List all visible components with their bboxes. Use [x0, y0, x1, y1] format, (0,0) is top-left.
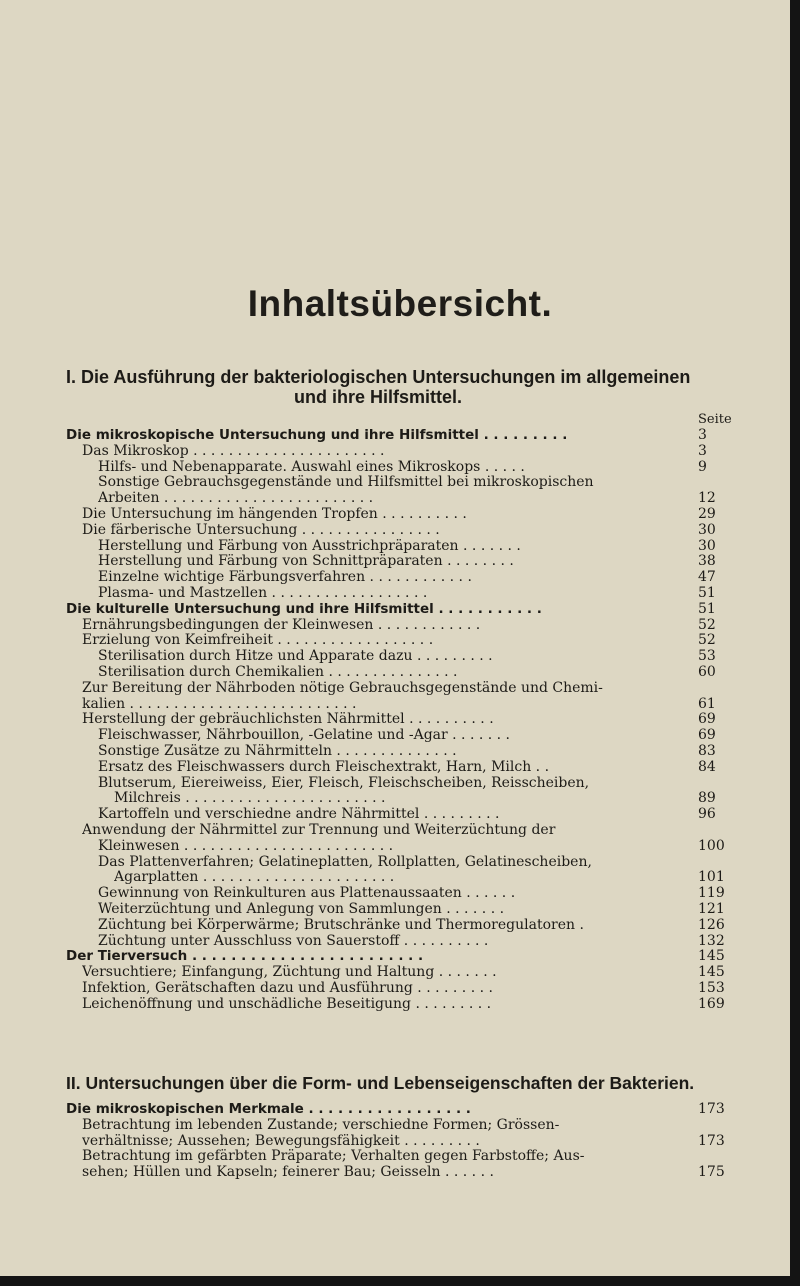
- toc-entry-page: 9: [698, 458, 707, 475]
- toc-entry: [66, 855, 728, 871]
- toc-entry-title: Milchreis . . . . . . . . . . . . . . . . . . . . . . .: [114, 791, 386, 807]
- toc-entry: [66, 997, 728, 1013]
- toc-entry: [66, 1118, 728, 1134]
- toc-entry-title: Herstellung und Färbung von Schnittpräparaten . . . . . . . .: [98, 554, 514, 570]
- toc-entry-title: Versuchtiere; Einfangung, Züchtung und Haltung . . . . . . .: [82, 965, 497, 981]
- toc-entry-title: Die kulturelle Untersuchung und ihre Hilfsmittel . . . . . . . . . . .: [66, 601, 542, 617]
- toc-entry-page: 121: [698, 900, 725, 917]
- toc-entry-title: Ernährungsbedingungen der Kleinwesen . . . . . . . . . . . .: [82, 617, 481, 633]
- toc-entry-page: 30: [698, 537, 716, 554]
- toc-entry: [66, 649, 728, 665]
- toc-entry: [66, 1102, 728, 1118]
- page-column-label: Seite: [698, 412, 732, 427]
- toc-entry-title: Betrachtung im gefärbten Präparate; Verhalten gegen Farbstoffe; Aus-: [82, 1149, 585, 1165]
- toc-entry: [66, 444, 728, 460]
- toc-entry: [66, 618, 728, 634]
- toc-entry: [66, 791, 728, 807]
- part-1-heading: [66, 367, 726, 407]
- toc-entry: [66, 570, 728, 586]
- toc-entry: [66, 728, 728, 744]
- toc-entry: [66, 823, 728, 839]
- toc-entry-page: 38: [698, 553, 716, 570]
- toc-entry: [66, 902, 728, 918]
- toc-entry-title: Fleischwasser, Nährbouillon, -Gelatine und -Agar . . . . . . .: [98, 728, 510, 744]
- toc-entry-page: 89: [698, 790, 716, 807]
- toc-entry-page: 69: [698, 711, 716, 728]
- toc-entry-title: Sonstige Gebrauchsgegenstände und Hilfsmittel bei mikroskopischen: [98, 475, 594, 491]
- toc-entry: [66, 918, 728, 934]
- toc-entry-page: 61: [698, 695, 716, 712]
- toc-entry: [66, 665, 728, 681]
- toc-entry: [66, 760, 728, 776]
- toc-entry: [66, 839, 728, 855]
- toc-entry: [66, 1149, 728, 1165]
- toc-entry: [66, 870, 728, 886]
- page-title: Inhaltsübersicht.: [247, 283, 553, 324]
- toc-entry-page: 96: [698, 806, 716, 823]
- toc-entry: [66, 602, 728, 618]
- toc-entry: [66, 934, 728, 950]
- toc-entry-title: Leichenöffnung und unschädliche Beseitigung . . . . . . . . .: [82, 996, 492, 1012]
- toc-entry-page: 100: [698, 837, 725, 854]
- toc-entry-page: 101: [698, 869, 725, 886]
- toc-entry-title: Arbeiten . . . . . . . . . . . . . . . . . . . . . . . .: [98, 491, 374, 507]
- toc-entry: [66, 681, 728, 697]
- toc-entry: [66, 554, 728, 570]
- toc-entry: [66, 776, 728, 792]
- toc-entry-title: Einzelne wichtige Färbungsverfahren . . . . . . . . . . . .: [98, 570, 472, 586]
- toc-entry-title: Plasma- und Mastzellen . . . . . . . . . . . . . . . . . .: [98, 585, 428, 601]
- toc-entry: [66, 981, 728, 997]
- toc-entry-title: Sonstige Zusätze zu Nährmitteln . . . . . . . . . . . . . .: [98, 743, 457, 759]
- toc-entry: [66, 523, 728, 539]
- part-1-heading-line1: I. Die Ausführung der bakteriologischen Untersuchungen im allgemeinen: [66, 367, 691, 387]
- toc-entry: [66, 428, 728, 444]
- toc-entry-page: 3: [698, 442, 707, 459]
- toc-entry: [66, 886, 728, 902]
- toc-part-1: [66, 428, 728, 1012]
- toc-entry: [66, 475, 728, 491]
- toc-entry-title: Züchtung unter Ausschluss von Sauerstoff . . . . . . . . . .: [98, 933, 489, 949]
- toc-entry-title: Sterilisation durch Chemikalien . . . . . . . . . . . . . . .: [98, 664, 458, 680]
- toc-entry: [66, 712, 728, 728]
- toc-entry-title: Die mikroskopischen Merkmale . . . . . . . . . . . . . . . . .: [66, 1102, 471, 1117]
- toc-entry: [66, 460, 728, 476]
- toc-entry-page: 84: [698, 758, 716, 775]
- toc-entry-page: 132: [698, 932, 725, 949]
- toc-entry-title: Kleinwesen . . . . . . . . . . . . . . . . . . . . . . . .: [98, 838, 394, 854]
- toc-entry-title: Die mikroskopische Untersuchung und ihre Hilfsmittel . . . . . . . . .: [66, 428, 568, 443]
- toc-entry-page: 69: [698, 727, 716, 744]
- toc-entry-title: Anwendung der Nährmittel zur Trennung und Weiterzüchtung der: [82, 822, 556, 838]
- toc-entry-title: Die Untersuchung im hängenden Tropfen . . . . . . . . . .: [82, 506, 467, 522]
- toc-entry-title: kalien . . . . . . . . . . . . . . . . . . . . . . . . . .: [82, 696, 357, 712]
- toc-entry-page: 145: [698, 964, 725, 981]
- toc-entry: [66, 586, 728, 602]
- toc-entry-title: Züchtung bei Körperwärme; Brutschränke und Thermoregulatoren .: [98, 917, 584, 933]
- toc-entry-title: Herstellung der gebräuchlichsten Nährmittel . . . . . . . . . .: [82, 712, 494, 728]
- toc-entry: [66, 697, 728, 713]
- toc-entry: [66, 507, 728, 523]
- toc-entry-page: 83: [698, 742, 716, 759]
- toc-entry-title: Betrachtung im lebenden Zustande; verschiedne Formen; Grössen-: [82, 1117, 560, 1133]
- toc-entry-title: Das Mikroskop . . . . . . . . . . . . . . . . . . . . . .: [82, 443, 385, 459]
- toc-entry-page: 126: [698, 916, 725, 933]
- toc-entry-page: 173: [698, 1132, 725, 1149]
- toc-entry-title: Kartoffeln und verschiedne andre Nährmittel . . . . . . . . .: [98, 807, 500, 823]
- toc-entry-page: 30: [698, 521, 716, 538]
- toc-entry-page: 12: [698, 490, 716, 507]
- toc-entry: [66, 1134, 728, 1150]
- toc-entry-page: 119: [698, 885, 725, 902]
- toc-entry-title: Erzielung von Keimfreiheit . . . . . . . . . . . . . . . . . .: [82, 633, 434, 649]
- toc-entry-page: 3: [698, 427, 707, 443]
- toc-entry: [66, 965, 728, 981]
- toc-entry: [66, 807, 728, 823]
- toc-entry: [66, 539, 728, 555]
- toc-entry: [66, 949, 728, 965]
- toc-part-2: [66, 1102, 728, 1181]
- toc-entry-page: 60: [698, 663, 716, 680]
- toc-entry-title: sehen; Hüllen und Kapseln; feinerer Bau; Geisseln . . . . . .: [82, 1165, 494, 1181]
- toc-entry-page: 169: [698, 995, 725, 1012]
- toc-entry: [66, 1165, 728, 1181]
- part-1-heading-line2: und ihre Hilfsmittel.: [293, 387, 462, 407]
- toc-entry-page: 175: [698, 1164, 725, 1181]
- toc-entry-page: 52: [698, 632, 716, 649]
- toc-entry-title: Infektion, Gerätschaften dazu und Ausführung . . . . . . . . .: [82, 980, 493, 996]
- toc-entry-title: Das Plattenverfahren; Gelatineplatten, Rollplatten, Gelatinescheiben,: [98, 854, 592, 870]
- toc-entry-title: Gewinnung von Reinkulturen aus Plattenaussaaten . . . . . .: [98, 886, 516, 902]
- toc-entry-title: Sterilisation durch Hitze und Apparate dazu . . . . . . . . .: [98, 649, 493, 665]
- toc-entry-page: 145: [698, 948, 725, 965]
- toc-entry-title: Ersatz des Fleischwassers durch Fleischextrakt, Harn, Milch . .: [98, 759, 550, 775]
- toc-entry-page: 52: [698, 616, 716, 633]
- toc-entry-title: Herstellung und Färbung von Ausstrichpräparaten . . . . . . .: [98, 538, 521, 554]
- toc-entry: [66, 633, 728, 649]
- toc-entry-title: Weiterzüchtung und Anlegung von Sammlungen . . . . . . .: [98, 901, 505, 917]
- toc-entry-title: Der Tierversuch . . . . . . . . . . . . . . . . . . . . . . . .: [66, 949, 424, 965]
- toc-entry-page: 47: [698, 569, 716, 586]
- toc-entry: [66, 491, 728, 507]
- toc-entry-title: Hilfs- und Nebenapparate. Auswahl eines Mikroskops . . . . .: [98, 459, 525, 475]
- toc-entry-title: Die färberische Untersuchung . . . . . . . . . . . . . . . .: [82, 522, 440, 538]
- toc-entry-title: Agarplatten . . . . . . . . . . . . . . . . . . . . . .: [114, 870, 395, 886]
- toc-entry-title: verhältnisse; Aussehen; Bewegungsfähigkeit . . . . . . . . .: [82, 1133, 480, 1149]
- toc-entry-page: 29: [698, 505, 716, 522]
- toc-entry: [66, 744, 728, 760]
- toc-entry-title: Blutserum, Eiereiweiss, Eier, Fleisch, Fleischscheiben, Reisscheiben,: [98, 775, 590, 791]
- toc-entry-page: 173: [698, 1101, 725, 1117]
- toc-entry-page: 51: [698, 584, 716, 601]
- toc-entry-page: 153: [698, 979, 725, 996]
- part-2-heading: II. Untersuchungen über die Form- und Lebenseigenschaften der Bakterien.: [66, 1073, 695, 1093]
- toc-entry-page: 53: [698, 648, 716, 665]
- toc-entry-title: Zur Bereitung der Nährboden nötige Gebrauchsgegenstände und Chemi-: [82, 680, 603, 696]
- toc-entry-page: 51: [698, 600, 716, 617]
